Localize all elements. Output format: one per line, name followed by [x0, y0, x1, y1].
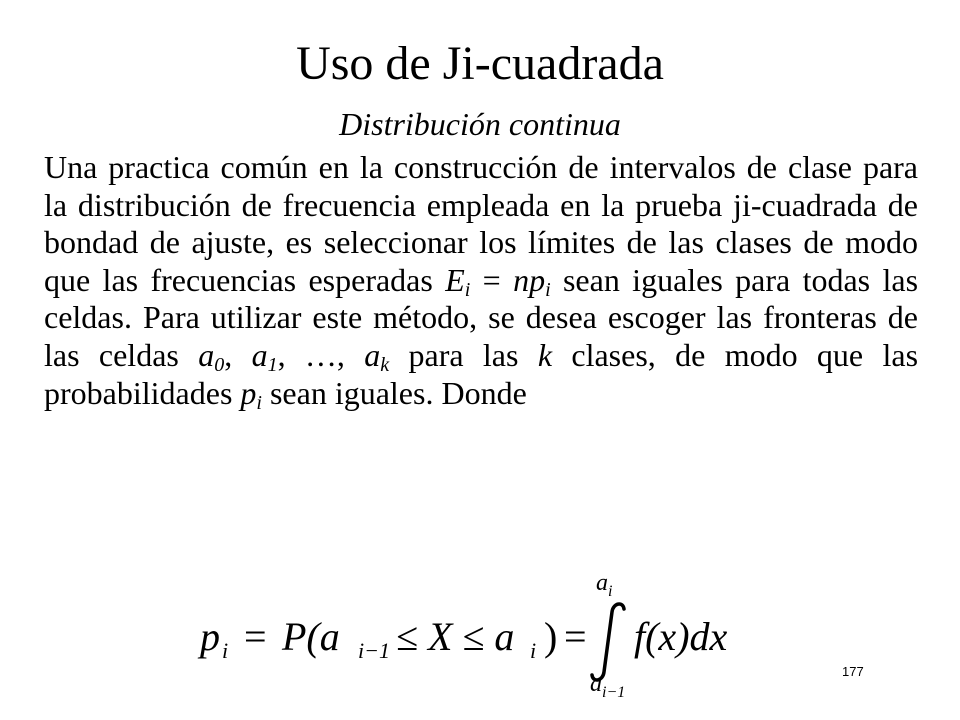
boundary-a0-subscript: 0 — [214, 353, 225, 376]
np-subscript: i — [545, 278, 551, 301]
formula-equals-1: = — [244, 614, 267, 659]
integral-upper-subscript: i — [608, 583, 613, 600]
integrand: f(x)dx — [634, 614, 728, 659]
body-text-segment: sean iguales. Donde — [261, 374, 527, 411]
body-text-segment: clases, de modo que las probabilidades — [44, 336, 919, 411]
slide-subtitle: Distribución continua — [339, 106, 621, 142]
formula-probability-expression: P(a — [282, 614, 340, 659]
page-number: 177 — [842, 664, 864, 679]
formula-subscript-i: i — [530, 638, 537, 663]
formula-close-paren: ) — [544, 614, 558, 659]
formula-subscript-i-minus-1: i−1 — [358, 638, 390, 663]
body-text-segment: sean iguales para todas las celdas. Para utilizar este método, se desea escoger las fronteras de las celdas — [44, 261, 919, 373]
boundary-a1-symbol: a — [251, 336, 268, 373]
integral-upper-limit: a — [596, 576, 608, 596]
probability-integral-formula — [192, 576, 772, 701]
integral-lower-subscript: i−1 — [602, 684, 626, 701]
np-symbol: np — [513, 261, 546, 298]
integral-lower-limit: a — [590, 671, 602, 697]
boundary-ak-symbol: a — [364, 336, 381, 373]
formula-inequality: ≤ X ≤ a — [396, 614, 515, 659]
boundary-a1-subscript: 1 — [267, 353, 278, 376]
probability-subscript: i — [256, 391, 262, 414]
probability-symbol: p — [240, 374, 257, 411]
body-text-segment: para las — [389, 336, 538, 373]
expected-frequency-symbol: E — [445, 261, 465, 298]
integral-sign-icon — [592, 604, 624, 680]
formula-lhs-p: p — [200, 614, 220, 659]
boundary-a0-symbol: a — [198, 336, 215, 373]
body-text-segment: , …, — [277, 336, 365, 373]
slide-title: Uso de Ji-cuadrada — [296, 37, 664, 90]
formula-equals-2: = — [564, 614, 587, 659]
formula-lhs-subscript: i — [222, 638, 229, 663]
body-paragraph — [44, 149, 918, 412]
body-text-segment: , — [224, 336, 252, 373]
k-symbol: k — [537, 336, 553, 373]
expected-frequency-subscript: i — [464, 278, 471, 301]
boundary-ak-subscript: k — [380, 353, 390, 376]
body-text-segment: = — [470, 261, 514, 298]
body-text-segment: Una practica común en la construcción de intervalos de clase para la distribución de frecuencia empleada en la prueba ji-cuadrada de bondad de ajuste, es seleccionar los límites de las clases de modo que las frecuencias esperadas — [44, 149, 918, 298]
